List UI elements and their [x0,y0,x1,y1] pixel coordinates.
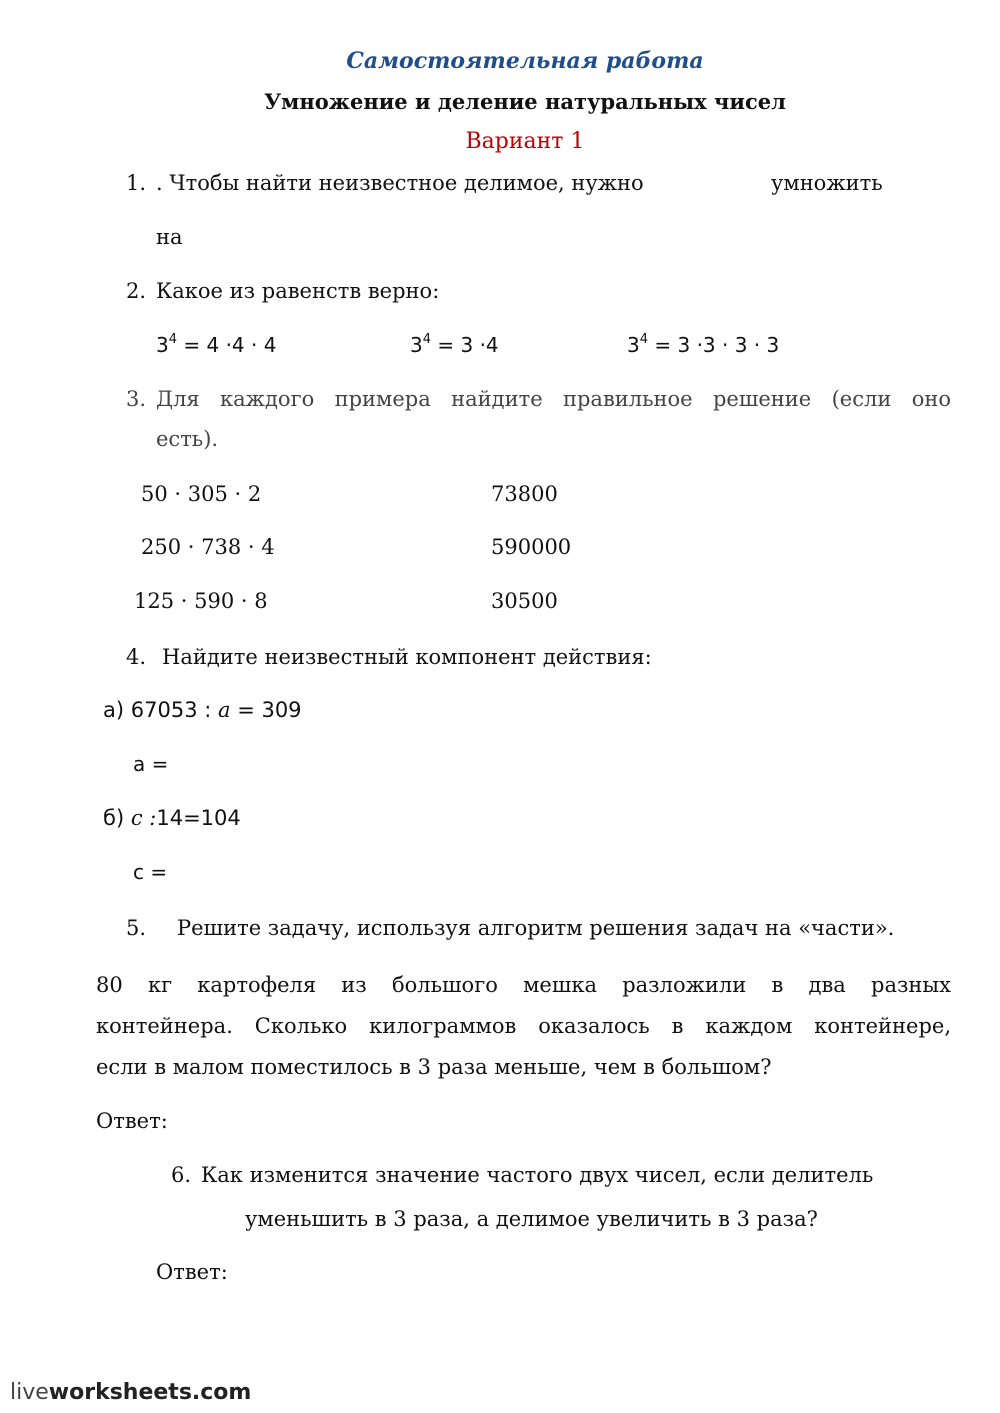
q2-option-base: 3 [156,333,169,357]
q2-option[interactable] [156,332,276,358]
q5-problem-line1: 80 кг картофеля из большого мешка разложили в два разных [96,973,951,997]
q3-example: 250 · 738 · 4 [141,535,275,559]
q4-number: 4. [126,645,147,669]
q4-equation-a [103,697,302,723]
q4-a-dividend: 67053 : [130,698,218,722]
q5-answer-label: Ответ: [96,1109,168,1133]
q6-text-line1: Как изменится значение частого двух чисел, если делитель [201,1163,874,1187]
q4-b-variable: c : [130,806,157,830]
q4-b-rest: 14=104 [156,806,241,830]
q4-equation-b [103,805,241,831]
q2-option-exponent: 4 [639,332,649,348]
logo-live: live [10,1380,49,1405]
q3-text-line1: Для каждого примера найдите правильное решение (если оно [156,387,951,411]
q2-option[interactable] [410,332,499,358]
q2-option-rhs: = 3 ·3 · 3 · 3 [648,333,780,357]
worksheet-title: Самостоятельная работа [346,48,704,74]
q2-number: 2. [126,279,147,303]
q2-option-exponent: 4 [168,332,178,348]
q2-option-base: 3 [410,333,423,357]
q2-option-exponent: 4 [422,332,432,348]
logo-worksheets: worksheets.com [48,1380,252,1405]
q5-problem-line3: если в малом поместилось в 3 раза меньше, чем в большом? [96,1055,772,1079]
q3-number: 3. [126,387,147,411]
worksheet-subtitle: Умножение и деление натуральных чисел [264,89,786,114]
q5-problem-line2: контейнера. Сколько килограммов оказалось в каждом контейнере, [96,1014,951,1038]
q3-text-line2: есть). [156,427,219,451]
q4-a-label: а) [103,698,125,722]
q2-text: Какое из равенств верно: [156,279,440,303]
q5-number: 5. [126,916,147,940]
q1-text: . Чтобы найти неизвестное делимое, нужно [156,171,644,195]
q6-text-line2: уменьшить в 3 раза, а делимое увеличить в 3 раза? [245,1207,818,1231]
q4-text: Найдите неизвестный компонент действия: [162,645,652,669]
q3-answer-option[interactable]: 590000 [491,535,572,559]
q3-answer-option[interactable]: 30500 [491,589,558,613]
q4-a-answer[interactable]: a = [133,752,169,776]
q2-option[interactable] [627,332,779,358]
variant-label: Вариант 1 [465,129,585,154]
q4-b-label: б) [103,806,125,830]
q4-a-result: = 309 [230,698,302,722]
q2-option-rhs: = 3 ·4 [431,333,499,357]
q1-number: 1. [126,171,147,195]
q4-a-variable: a [217,698,231,722]
q1-word-multiply: умножить [771,171,883,195]
q6-answer-label: Ответ: [156,1260,228,1284]
q1-word-by: на [156,225,183,249]
liveworksheets-logo [10,1380,251,1405]
q3-example: 125 · 590 · 8 [134,589,268,613]
q3-answer-option[interactable]: 73800 [491,482,558,506]
q4-b-answer[interactable]: c = [133,860,168,884]
q2-option-base: 3 [627,333,640,357]
q6-number: 6. [171,1163,192,1187]
q2-option-rhs: = 4 ·4 · 4 [177,333,277,357]
q5-text: Решите задачу, используя алгоритм решения задач на «части». [177,916,895,940]
q3-example: 50 · 305 · 2 [141,482,262,506]
